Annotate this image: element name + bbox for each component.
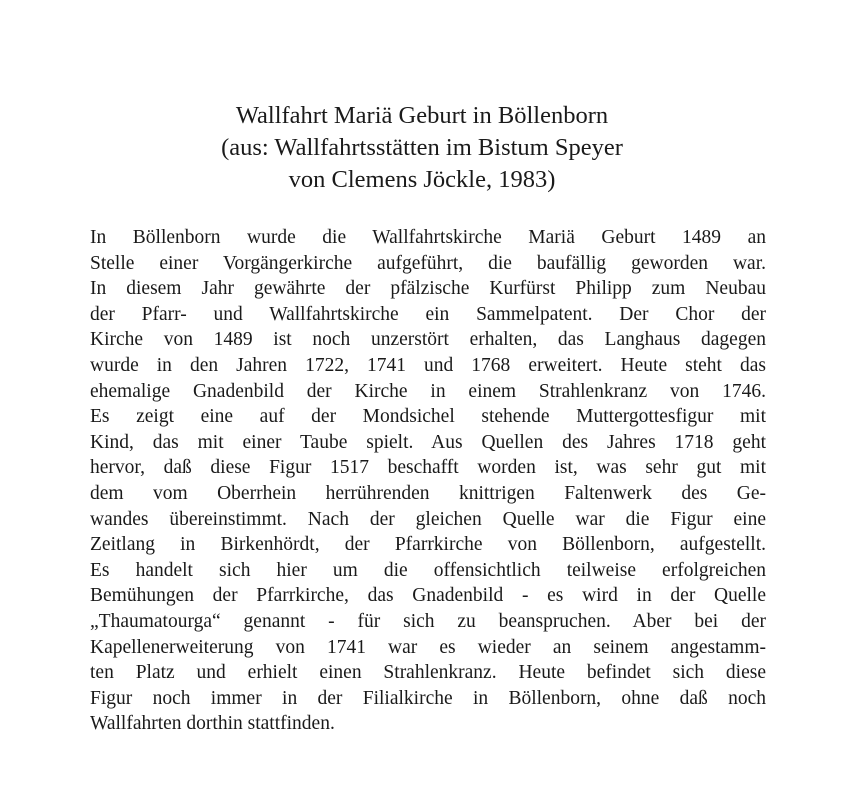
body-line: Zeitlang in Birkenhördt, der Pfarrkirche von Böllenborn, aufgestellt. bbox=[90, 534, 766, 556]
body-line: Kapellenerweiterung von 1741 war es wieder an seinem angestamm- bbox=[90, 636, 766, 658]
body-line: Kind, das mit einer Taube spielt. Aus Quellen des Jahres 1718 geht bbox=[90, 431, 766, 453]
body-line: der Pfarr- und Wallfahrtskirche ein Sammelpatent. Der Chor der bbox=[90, 303, 766, 325]
body-line: ten Platz und erhielt einen Strahlenkranz. Heute befindet sich diese bbox=[90, 662, 766, 684]
title-line: von Clemens Jöckle, 1983) bbox=[288, 166, 556, 193]
body-line: ehemalige Gnadenbild der Kirche in einem Strahlenkranz von 1746. bbox=[90, 380, 766, 402]
body-line: Stelle einer Vorgängerkirche aufgeführt, die baufällig geworden war. bbox=[90, 252, 766, 274]
title-line: (aus: Wallfahrtsstätten im Bistum Speyer bbox=[221, 134, 623, 161]
body-line: hervor, daß diese Figur 1517 beschafft worden ist, was sehr gut mit bbox=[90, 457, 766, 479]
body-line: Es handelt sich hier um die offensichtlich teilweise erfolgreichen bbox=[90, 559, 766, 581]
body-line: dem vom Oberrhein herrührenden knittrigen Faltenwerk des Ge- bbox=[90, 482, 766, 504]
body-line: Wallfahrten dorthin stattfinden. bbox=[90, 713, 335, 735]
body-line: In diesem Jahr gewährte der pfälzische Kurfürst Philipp zum Neubau bbox=[90, 278, 766, 300]
body-line: wandes übereinstimmt. Nach der gleichen Quelle war die Figur eine bbox=[90, 508, 766, 530]
body-paragraph bbox=[90, 225, 766, 737]
body-line: „Thaumatourga“ genannt - für sich zu beanspruchen. Aber bei der bbox=[90, 610, 766, 632]
document-title bbox=[0, 100, 844, 196]
body-line: In Böllenborn wurde die Wallfahrtskirche Mariä Geburt 1489 an bbox=[90, 227, 766, 248]
body-line: Es zeigt eine auf der Mondsichel stehende Muttergottesfigur mit bbox=[90, 406, 766, 428]
body-line: wurde in den Jahren 1722, 1741 und 1768 erweitert. Heute steht das bbox=[90, 354, 766, 376]
body-line: Figur noch immer in der Filialkirche in Böllenborn, ohne daß noch bbox=[90, 687, 766, 709]
title-line: Wallfahrt Mariä Geburt in Böllenborn bbox=[235, 102, 609, 129]
body-line: Bemühungen der Pfarrkirche, das Gnadenbild - es wird in der Quelle bbox=[90, 585, 766, 607]
body-line: Kirche von 1489 ist noch unzerstört erhalten, das Langhaus dagegen bbox=[90, 329, 766, 351]
